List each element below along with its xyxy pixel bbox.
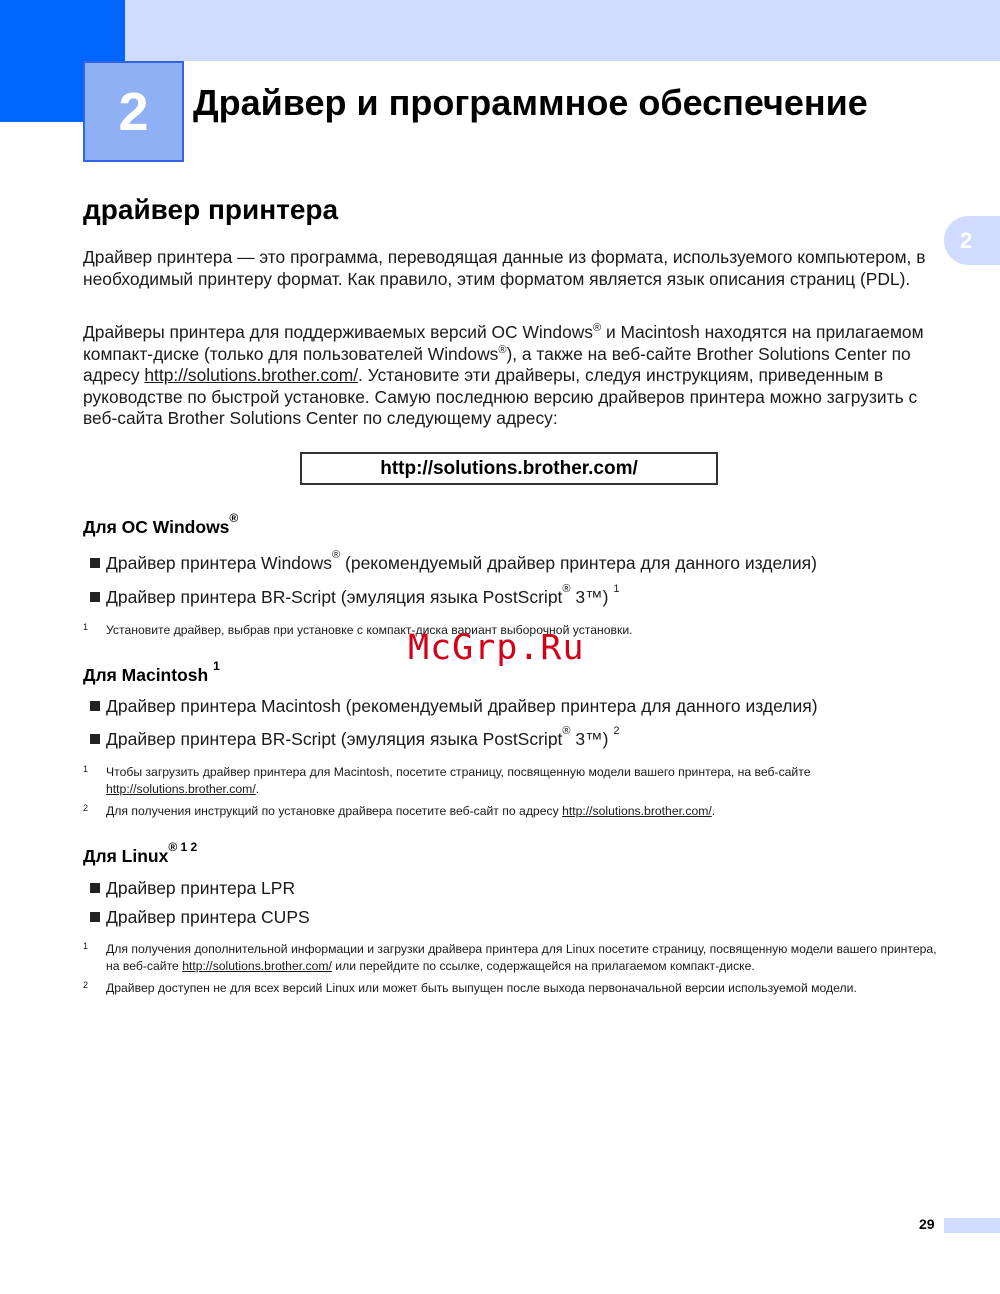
- list-item: Драйвер принтера CUPS: [90, 907, 310, 928]
- list-item: Драйвер принтера BR-Script (эмуляция языка PostScript® 3™) $^1$: [90, 587, 619, 608]
- footnote: 1 Установите драйвер, выбрав при установке с компакт-диска вариант выборочной установки.: [83, 622, 633, 637]
- list-item: Драйвер принтера Windows® (рекомендуемый драйвер принтера для данного изделия): [90, 553, 817, 574]
- bullet-square-icon: [90, 701, 100, 711]
- footnote: 1 Чтобы загрузить драйвер принтера для Macintosh, посетите страницу, посвященную модели вашего принтера, на веб-сайте http://solutions.brother.com/.: [83, 764, 811, 796]
- macintosh-heading: Для Macintosh $^1$: [83, 659, 220, 685]
- solutions-link[interactable]: http://solutions.brother.com/: [182, 958, 332, 973]
- list-item: Драйвер принтера BR-Script (эмуляция языка PostScript® 3™) $^2$: [90, 729, 619, 750]
- side-chapter-tab[interactable]: 2: [944, 216, 1000, 265]
- list-item: Драйвер принтера Macintosh (рекомендуемый драйвер принтера для данного изделия): [90, 696, 818, 717]
- solutions-link[interactable]: http://solutions.brother.com/: [106, 781, 256, 796]
- bullet-square-icon: [90, 883, 100, 893]
- windows-heading: Для ОС Windows®: [83, 511, 239, 537]
- solutions-link[interactable]: http://solutions.brother.com/: [562, 804, 712, 818]
- page-number-bar: [944, 1218, 1000, 1233]
- header-band-light: [125, 0, 1000, 61]
- registered-mark: ®: [498, 343, 507, 356]
- chapter-title: Драйвер и программное обеспечение: [193, 82, 868, 123]
- footnote-ref: 1: [613, 583, 620, 595]
- footnote: 2 Для получения инструкций по установке драйвера посетите веб-сайт по адресу http://solutions.brother.com/.: [83, 803, 716, 818]
- registered-mark: ®: [593, 322, 602, 334]
- chapter-number-box: [83, 61, 184, 162]
- linux-heading: Для Linux® $^{1 2}$: [83, 840, 198, 866]
- intro-paragraph: Драйвер принтера — это программа, переводящая данные из формата, используемого компьютером, в необходимый принтеру формат. Как правило, этим форматом является язык описания страниц (PDL).: [83, 247, 926, 289]
- url-box[interactable]: http://solutions.brother.com/: [300, 452, 718, 485]
- page-number: 29: [919, 1216, 935, 1232]
- section-title: драйвер принтера: [83, 194, 339, 225]
- bullet-square-icon: [90, 912, 100, 922]
- footnote: 1 Для получения дополнительной информации и загрузки драйвера принтера для Linux посетите страницу, посвященную модели вашего принтера, на веб-сайте http://solutions.brother.com/ или перейдите по ссылке, содержащейся на прилагаемом компакт-диске.: [83, 941, 937, 973]
- footnote-ref: 2: [613, 725, 620, 737]
- bullet-square-icon: [90, 592, 100, 602]
- solutions-link[interactable]: http://solutions.brother.com/: [144, 365, 359, 385]
- footnote: 2 Драйвер доступен не для всех версий Linux или может быть выпущен после выхода первоначальной версии используемой модели.: [83, 980, 857, 995]
- list-item: Драйвер принтера LPR: [90, 878, 295, 899]
- bullet-square-icon: [90, 734, 100, 744]
- bullet-square-icon: [90, 558, 100, 568]
- chapter-number: 2: [118, 81, 149, 142]
- drivers-paragraph: Драйверы принтера для поддерживаемых версий ОС Windows® и Macintosh находятся на прилагаемом компакт-диске (только для пользователей Windows®), а также на веб-сайте Brother Solutions Center по адресу http://solutions.brother.com/. Установите эти драйверы, следуя инструкциям, приведенным в руководстве по быстрой установке. Самую последнюю версию драйверов принтера можно загрузить с веб-сайта Brother Solutions Center по следующему адресу:: [83, 322, 924, 428]
- watermark: McGrp.Ru: [408, 628, 585, 668]
